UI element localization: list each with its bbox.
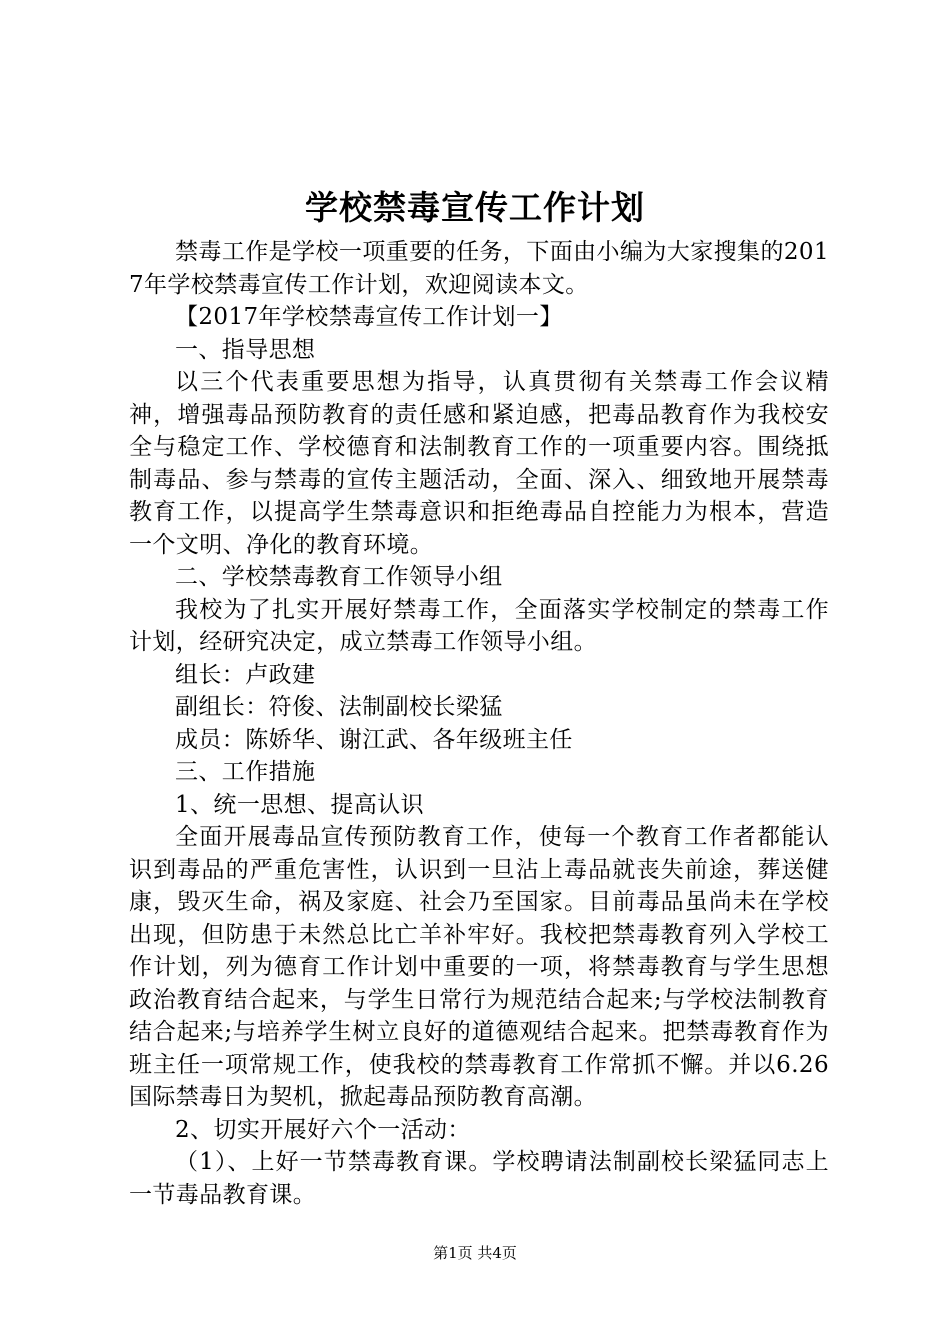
page-footer: 第1页 共4页 (433, 1244, 517, 1262)
paragraph-guiding-ideology: 以三个代表重要思想为指导，认真贯彻有关禁毒工作会议精神，增强毒品预防教育的责任感和紧迫感，把毒品教育作为我校安全与稳定工作、学校德育和法制教育工作的一项重要内容。围绕抵制毒品、参与禁毒的宣传主题活动，全面、深入、细致地开展禁毒教育工作，以提高学生禁毒意识和拒绝毒品自控能力为根本，营造一个文明、净化的教育环境。 (129, 369, 829, 558)
document-title: 学校禁毒宣传工作计划 (305, 188, 645, 227)
members-line: 成员：陈娇华、谢江武、各年级班主任 (175, 726, 573, 753)
document-body (129, 236, 829, 1211)
item-one-class: （1）、上好一节禁毒教育课。学校聘请法制副校长梁猛同志上一节毒品教育课。 (129, 1149, 829, 1208)
deputy-leader-line: 副组长：符俊、法制副校长梁猛 (175, 694, 503, 720)
subheading-six-activities: 2、切实开展好六个一活动： (175, 1116, 471, 1143)
group-leader-line: 组长：卢政建 (175, 661, 316, 688)
section-heading-leadership-group: 二、学校禁毒教育工作领导小组 (175, 564, 503, 590)
section-heading-measures: 三、工作措施 (175, 759, 316, 785)
paragraph-unify-thinking: 全面开展毒品宣传预防教育工作，使每一个教育工作者都能认识到毒品的严重危害性，认识到一旦沾上毒品就丧失前途，葬送健康，毁灭生命，祸及家庭、社会乃至国家。目前毒品虽尚未在学校出现，但防患于未然总比亡羊补牢好。我校把禁毒教育列入学校工作计划，列为德育工作计划中重要的一项，将禁毒教育与学生思想政治教育结合起来，与学生日常行为规范结合起来;与学校法制教育结合起来;与培养学生树立良好的道德观结合起来。把禁毒教育作为班主任一项常规工作，使我校的禁毒教育工作常抓不懈。并以6.26国际禁毒日为契机，掀起毒品预防教育高潮。 (129, 824, 829, 1110)
paragraph-leadership-group: 我校为了扎实开展好禁毒工作，全面落实学校制定的禁毒工作计划，经研究决定，成立禁毒工作领导小组。 (129, 596, 829, 655)
section-heading-plan-one: 【2017年学校禁毒宣传工作计划一】 (175, 304, 563, 330)
subheading-unify-thinking: 1、统一思想、提高认识 (175, 791, 425, 818)
intro-paragraph: 禁毒工作是学校一项重要的任务，下面由小编为大家搜集的2017年学校禁毒宣传工作计划，欢迎阅读本文。 (129, 239, 829, 298)
section-heading-guiding-ideology: 一、指导思想 (175, 336, 316, 363)
